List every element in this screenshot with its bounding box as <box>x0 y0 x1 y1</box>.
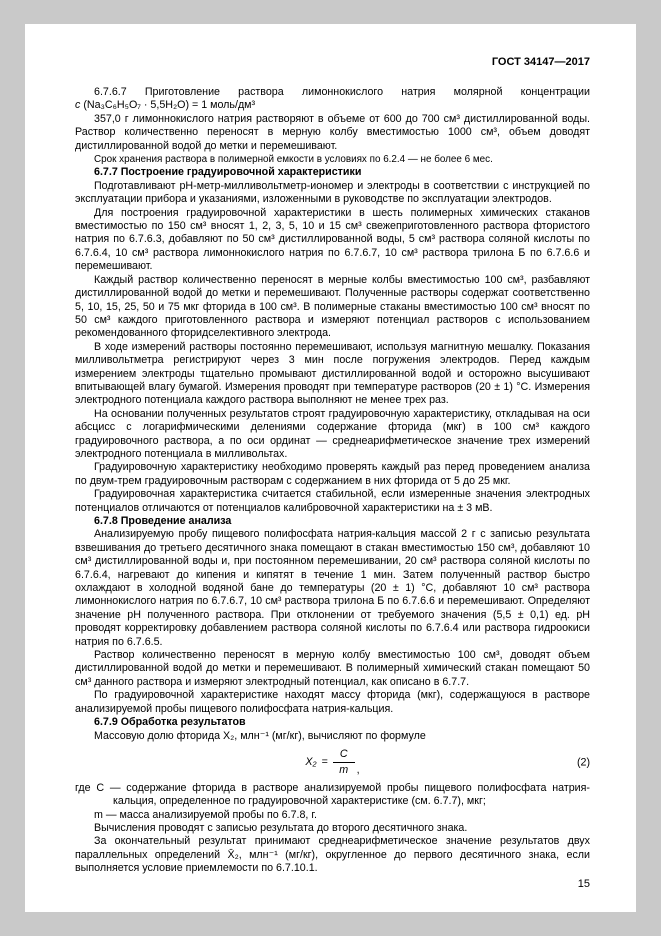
paragraph-check-characteristic: Градуировочную характеристику необходимо проверять каждый раз перед проведением анализа по двум-трем градуировочным растворам с содержанием в них фторида от 5 до 25 мкг. <box>75 461 590 487</box>
clause-heading-6-7-9: 6.7.9 Обработка результатов <box>94 716 246 729</box>
paragraph-measurement-procedure: В ходе измерений растворы постоянно перемешивают, используя магнитную мешалку. Показания милливольтметра регистрируют через 3 мин после погружения электродов. Перед каждым измерением электроды тщательно промывают дистиллированной водой и осторожно высушивают впитывающей влагу бумагой. Измерения проводят при температуре растворов (20 ± 1) °С. Измерения электродного потенциала каждого раствора выполняют не менее трех раз. <box>75 340 590 407</box>
document-page <box>25 24 636 912</box>
formula-lhs: X₂ <box>305 756 317 769</box>
concentration-value: (Na₃C₆H₅O₇ · 5,5H₂O) = 1 моль/дм³ <box>80 99 256 112</box>
clause-6-7-6-7-paragraph <box>75 86 590 113</box>
concentration-symbol: с <box>75 99 81 112</box>
paragraph-transfer-flasks: Каждый раствор количественно переносят в мерные колбы вместимостью 100 см³, разбавляют дистиллированной водой до метки и перемешивают. Полученные растворы содержат соответственно 5, 10, 15, 25, 50 и 75 мкг фторида в 100 см³. В полимерные стаканы вместимостью 100 см³ вносят по 50 см³ каждого приготовленного раствора и измеряют потенциал растворов с использованием рекомендованного фторидселективного электрода. <box>75 273 590 340</box>
formula-denominator: m <box>339 764 349 777</box>
clause-heading-6-7-8: 6.7.8 Проведение анализа <box>94 515 232 527</box>
clause-heading-6-7-7: 6.7.7 Построение градуировочной характеристики <box>94 166 362 179</box>
paragraph-calibration-solutions: Для построения градуировочной характеристики в шесть полимерных химических стаканов вместимостью по 150 см³ вносят 1, 2, 3, 5, 10 и 15 см³ свежеприготовленного раствора фтористого натрия по 6.7.6.3, добавляют по 50 см³ дистиллированной воды, 5 см³ раствора соляной кислоты по 6.7.6.4, 10 см³ раствора лимоннокислого натрия по 6.7.6.7, 10 см³ раствора трилона Б по 6.7.6.6 и перемешивают. <box>75 206 590 273</box>
formula-equals-sign: = <box>321 756 328 769</box>
formula-numerator: C <box>333 748 355 763</box>
paragraph-prepare-devices: Подготавливают рН-метр-милливольтметр-иономер и электроды в соответствии с инструкцией по эксплуатации прибора и указаниями, изложенными в руководстве по эксплуатации электродов. <box>75 179 590 206</box>
doc-header: ГОСТ 34147—2017 <box>491 56 590 68</box>
paragraph-find-fluoride-mass: По градуировочной характеристике находят массу фторида (мкг), содержащуюся в растворе анализируемой пробы пищевого полифосфата натрия-кальция. <box>75 689 590 715</box>
formula-2 <box>75 748 590 778</box>
formula-term-definition-m: m — масса анализируемой пробы по 6.7.8, г. <box>94 808 317 821</box>
paragraph-mass-fraction-intro: Массовую долю фторида X₂, млн⁻¹ (мг/кг), вычисляют по формуле <box>94 729 426 742</box>
paragraph-analysis-procedure: Анализируемую пробу пищевого полифосфата натрия-кальция массой 2 г с записью результата взвешивания до третьего десятичного знака помещают в стакан вместимостью 150 см³, добавляют 10 см³ дистиллированной воды и, при постоянном перемешивании, 20 см³ раствора соляной кислоты по 6.7.6.4, нагревают до кипения и кипятят в течение 1 мин. Затем полученный раствор быстро охлаждают в холодной водяной бане до температуры (20 ± 1) °С, добавляют 10 см³ раствора лимоннокислого натрия по 6.7.6.7, 10 см³ раствора трилона Б по 6.7.6.6 и перемешивают. Определяют значение рН полученного раствора. При отклонении от требуемого значения (5,5 ± 0,1) ед. рН проводят корректировку добавлением раствора соляной кислоты по 6.7.6.4 или раствора гидроокиси натрия по 6.7.6.5. <box>75 528 590 648</box>
equation-number: (2) <box>576 756 590 769</box>
paragraph-shelf-life: Срок хранения раствора в полимерной емкости в условиях по 6.2.4 — не более 6 мес. <box>94 154 493 166</box>
doc-body <box>75 86 590 876</box>
paragraph-transfer-and-measure: Раствор количественно переносят в мерную колбу вместимостью 100 см³, доводят объем дистиллированной водой до метки и перемешивают. В полимерный химический стакан помещают 50 см³ данного раствора и измеряют электродный потенциал, как описано в 6.7.7. <box>75 649 590 688</box>
formula-fraction <box>333 748 355 778</box>
clause-6-7-6-7-title: 6.7.6.7 Приготовление раствора лимоннокислого натрия молярной концентрации <box>94 86 590 98</box>
paragraph-dissolution: 357,0 г лимоннокислого натрия растворяют в объеме от 600 до 700 см³ дистиллированной воды. Раствор количественно переносят в мерную колбу вместимостью 1000 см³, объем доводят дистиллированной водой до метки и перемешивают. <box>75 112 590 152</box>
page-number: 15 <box>577 878 590 890</box>
clause-6-7-6-7-concentration-formula <box>75 99 590 112</box>
paragraph-final-result: За окончательный результат принимают среднеарифметическое значение результатов двух параллельных определений X̄₂, млн⁻¹ (мг/кг), округленное до первого десятичного знака, если выполняется условие приемлемости по 6.7.10.1. <box>75 835 590 875</box>
formula-trailing-comma: , <box>356 764 360 777</box>
paragraph-stability-criterion: Градуировочная характеристика считается стабильной, если измеренные значения электродных потенциалов отличаются от потенциалов калибровочной характеристики на ± 3 мВ. <box>75 488 590 514</box>
paragraph-plot-characteristic: На основании полученных результатов строят градуировочную характеристику, откладывая на оси абсцисс с логарифмическими делениями содержание фторида (мкг) в 100 см³ каждого градуировочного раствора, а по оси ординат — среднеарифметическое значение трех измерений электродного потенциала в милливольтах. <box>75 407 590 460</box>
formula-term-definition-c: где C — содержание фторида в растворе анализируемой пробы пищевого полифосфата натрия-кальция, определенное по градуировочной характеристике (см. 6.7.7), мкг; <box>75 781 590 808</box>
paragraph-rounding-rule: Вычисления проводят с записью результата до второго десятичного знака. <box>94 821 468 834</box>
